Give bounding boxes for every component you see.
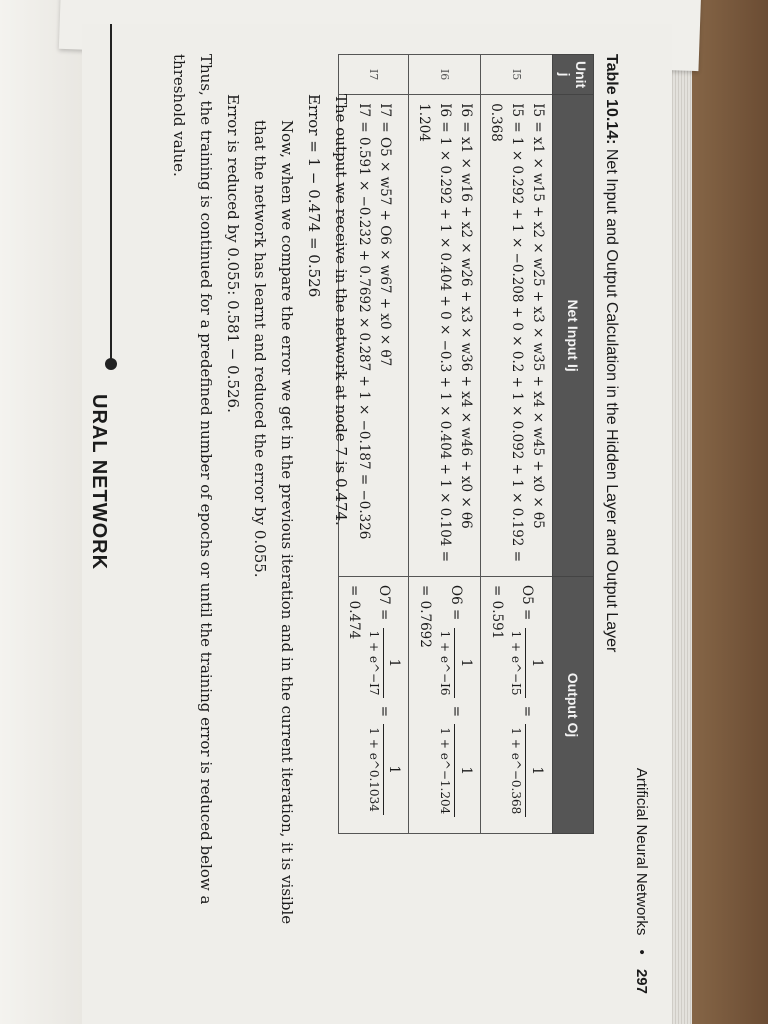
fraction-denominator: 1 + e^−0.368: [509, 727, 524, 815]
output-equals: =: [447, 705, 464, 718]
fraction-numerator: 1: [454, 724, 476, 817]
unit-cell: I6: [409, 55, 481, 95]
net-input-cell: [409, 95, 481, 577]
output-fraction-numeric: [507, 724, 548, 817]
output-lhs: O6 =: [447, 585, 464, 621]
paragraph-error: Error = 1 − 0.474 = 0.526: [305, 94, 323, 298]
paragraph-output-node7: The output we receive in the network at node 7 is 0.474.: [332, 94, 350, 526]
net-input-formula: I6 = x1 × w16 + x2 × w26 + x3 × w36 + x4 × w46 + x0 × θ6: [458, 103, 475, 529]
table-caption-label: Table 10.14:: [603, 54, 620, 145]
net-input-cell: [481, 95, 553, 577]
book-page: [82, 24, 672, 1024]
output-fraction-symbolic: [435, 628, 476, 699]
paragraph-training-continues: Thus, the training is continued for a predefined number of epochs or until the training error is reduced below a threshold value.: [170, 54, 215, 905]
output-cell: [481, 577, 553, 834]
fraction-numerator: 1: [383, 628, 405, 699]
net-input-formula: I7 = O5 × w57 + O6 × w67 + x0 × θ7: [376, 103, 393, 367]
book-page-viewport: [82, 24, 672, 1024]
output-fraction-symbolic: [364, 628, 405, 699]
unit-cell: I5: [481, 55, 553, 95]
net-input-formula: I5 = x1 × w15 + x2 × w25 + x3 × w35 + x4 × w45 + x0 × θ5: [530, 103, 546, 529]
header-net-input: Net Input Ij: [553, 95, 594, 577]
fraction-denominator: 1 + e^−I7: [366, 630, 381, 696]
running-head-separator: •: [633, 949, 650, 955]
output-cell: [409, 577, 481, 834]
fraction-denominator: 1 + e^−I6: [437, 630, 452, 696]
net-input-substitution: I5 = 1 × 0.292 + 1 × −0.208 + 0 × 0.2 + 1 × 0.092 + 1 × 0.192 = 0.368: [488, 103, 526, 563]
previous-page-edge: [0, 0, 82, 1024]
paragraph-error-reduction: Error is reduced by 0.055: 0.581 − 0.526.: [224, 94, 242, 413]
table-header-row: [553, 55, 594, 834]
output-lhs: O7 =: [376, 585, 393, 621]
output-equals: =: [376, 705, 393, 718]
net-input-substitution: I7 = 0.591 × −0.232 + 0.7692 × 0.287 + 1 × −0.187 = −0.326: [355, 103, 372, 540]
output-fraction-numeric: [435, 724, 476, 817]
paragraph-comparison: Now, when we compare the error we get in the previous iteration and in the current iteration, it is visible that the network has learnt and reduced the error by 0.055.: [251, 120, 296, 925]
running-head: [633, 594, 650, 994]
output-lhs: O5 =: [519, 585, 536, 621]
table-caption: [602, 54, 620, 652]
section-bullet-dot: [105, 358, 117, 370]
output-equals: =: [519, 705, 536, 718]
body-text: [165, 54, 354, 954]
header-unit: Unit j: [553, 55, 594, 95]
output-result: = 0.591: [488, 585, 505, 640]
section-rule: [110, 24, 112, 364]
fraction-numerator: 1: [525, 628, 547, 699]
section-heading: URAL NETWORK: [88, 394, 110, 571]
table-row: [481, 55, 553, 834]
table-caption-text: Net Input and Output Calculation in the Hidden Layer and Output Layer: [603, 148, 620, 653]
output-fraction-symbolic: [507, 628, 548, 699]
net-input-substitution: I6 = 1 × 0.292 + 1 × 0.404 + 0 × −0.3 + 1 × 0.404 + 1 × 0.104 = 1.204: [416, 103, 454, 563]
output-fraction-numeric: [364, 724, 405, 814]
output-result: = 0.7692: [417, 585, 434, 648]
page-number: 297: [633, 968, 650, 994]
unit-cell: I7: [339, 55, 409, 95]
fraction-numerator: 1: [525, 724, 547, 817]
fraction-denominator: 1 + e^−I5: [509, 630, 524, 696]
header-output: Output Oj: [553, 577, 594, 834]
fraction-denominator: 1 + e^0.1034: [366, 727, 381, 812]
table-row: [409, 55, 481, 834]
fraction-numerator: 1: [454, 628, 476, 699]
net-input-output-table: [338, 54, 594, 834]
running-head-title: Artificial Neural Networks: [633, 767, 650, 936]
fraction-numerator: 1: [383, 724, 405, 814]
output-result: = 0.474: [345, 585, 362, 640]
fraction-denominator: 1 + e^−1.204: [437, 727, 452, 815]
